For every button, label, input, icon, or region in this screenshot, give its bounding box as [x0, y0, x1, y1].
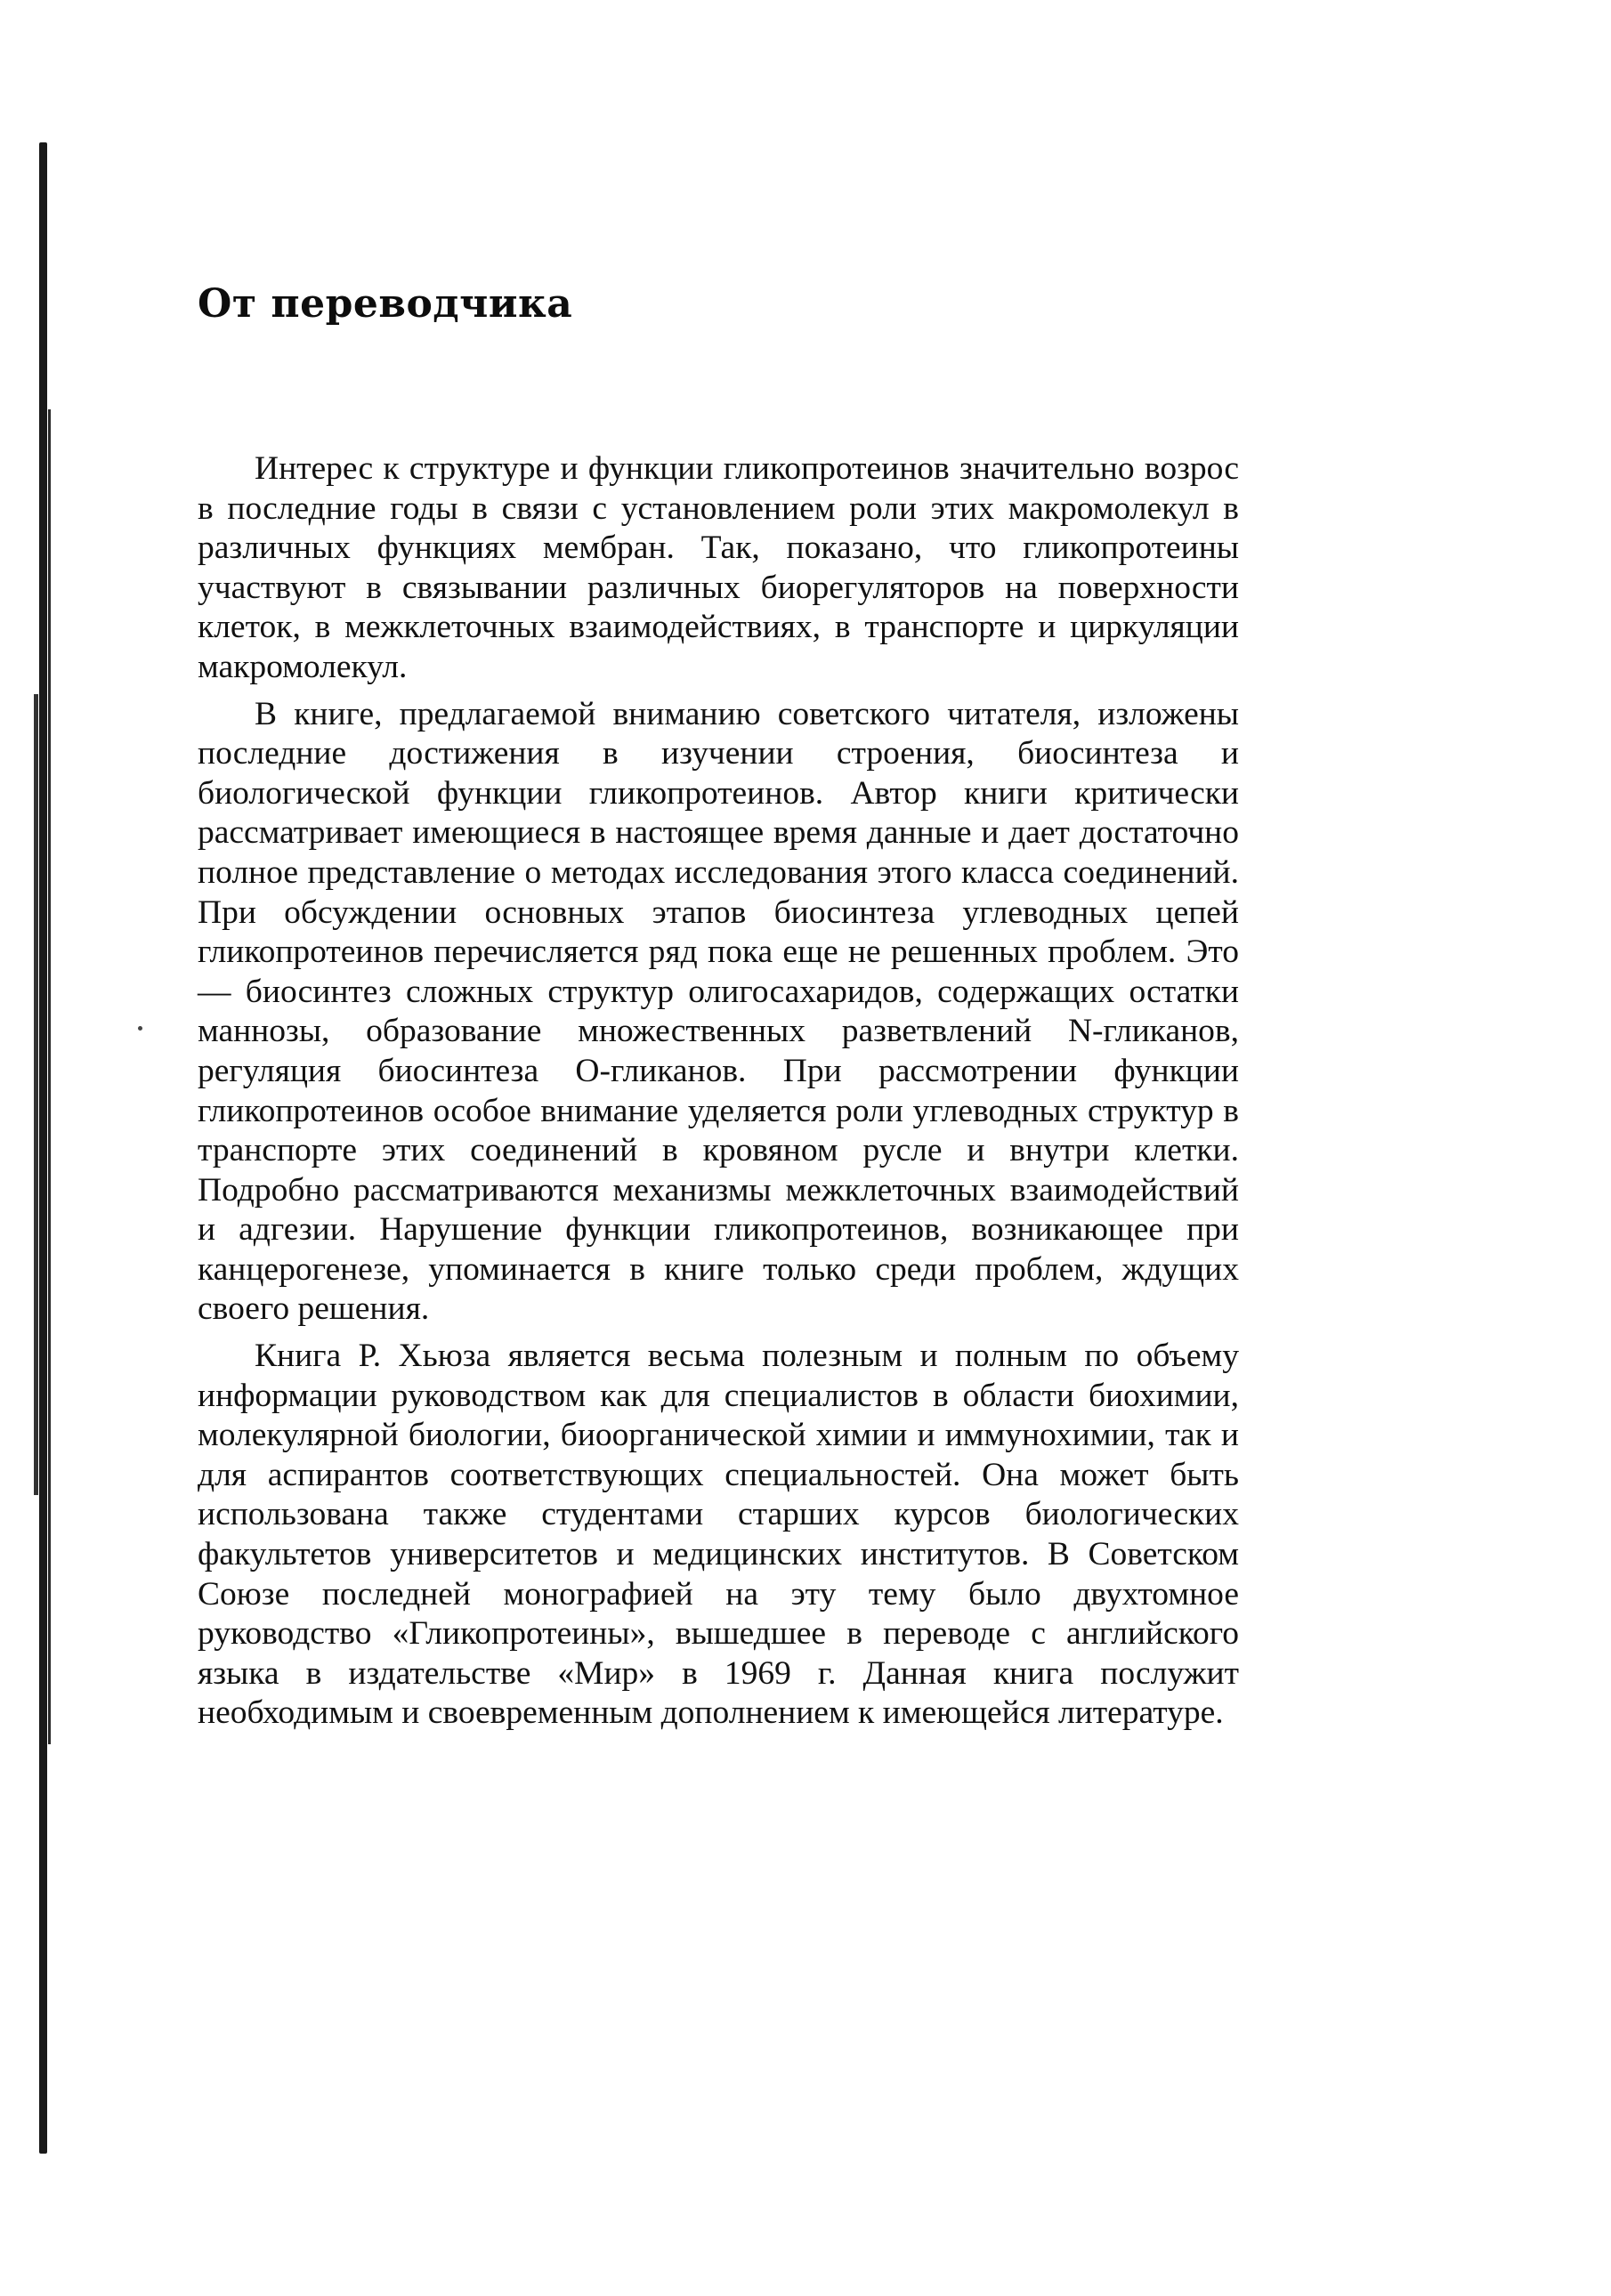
body-text: [198, 449, 1239, 1734]
paragraph-1: Интерес к структуре и функции гликопротеинов значительно возрос в последние годы в связи с установлением роли этих макромолекул в различных функциях мембран. Так, показано, что гликопротеины участвуют в связывании различных биорегуляторов на поверхности клеток, в межклеточных взаимодействиях, в транспорте и циркуляции макромолекул.: [198, 450, 1239, 685]
paragraph-3: Книга Р. Хьюза является весьма полезным и полным по объему информации руководством как для специалистов в области биохимии, молекулярной биологии, биоорганической химии и иммунохимии, так и для аспирантов соответствующих специальностей. Она может быть использована также студентами старших курсов биологических факультетов университетов и медицинских институтов. В Советском Союзе последней монографией на эту тему было двухтомное руководство «Гликопротеины», вышедшее в переводе с английского языка в издательстве «Мир» в 1969 г. Данная книга послужит необходимым и своевременным дополнением к имеющейся литературе.: [198, 1338, 1239, 1732]
page-binding-edge: [39, 142, 47, 2154]
page-title: От переводчика: [198, 281, 573, 327]
paragraph-2: В книге, предлагаемой вниманию советского читателя, изложены последние достижения в изучении строения, биосинтеза и биологической функции гликопротеинов. Автор книги критически рассматривает имеющиеся в настоящее время данные и дает достаточно полное представление о методах исследования этого класса соединений. При обсуждении основных этапов биосинтеза углеводных цепей гликопротеинов перечисляется ряд пока еще не решенных проблем. Это — биосинтез сложных структур олигосахаридов, содержащих остатки маннозы, образование множественных разветвлений N-гликанов, регуляция биосинтеза О-гликанов. При рассмотрении функции гликопротеинов особое внимание уделяется роли углеводных структур в транспорте этих соединений в кровяном русле и внутри клетки. Подробно рассматриваются механизмы межклеточных взаимодействий и адгезии. Нарушение функции гликопротеинов, возникающее при канцерогенезе, упоминается в книге только среди проблем, ждущих своего решения.: [198, 695, 1239, 1328]
scan-speck: [138, 1026, 142, 1031]
